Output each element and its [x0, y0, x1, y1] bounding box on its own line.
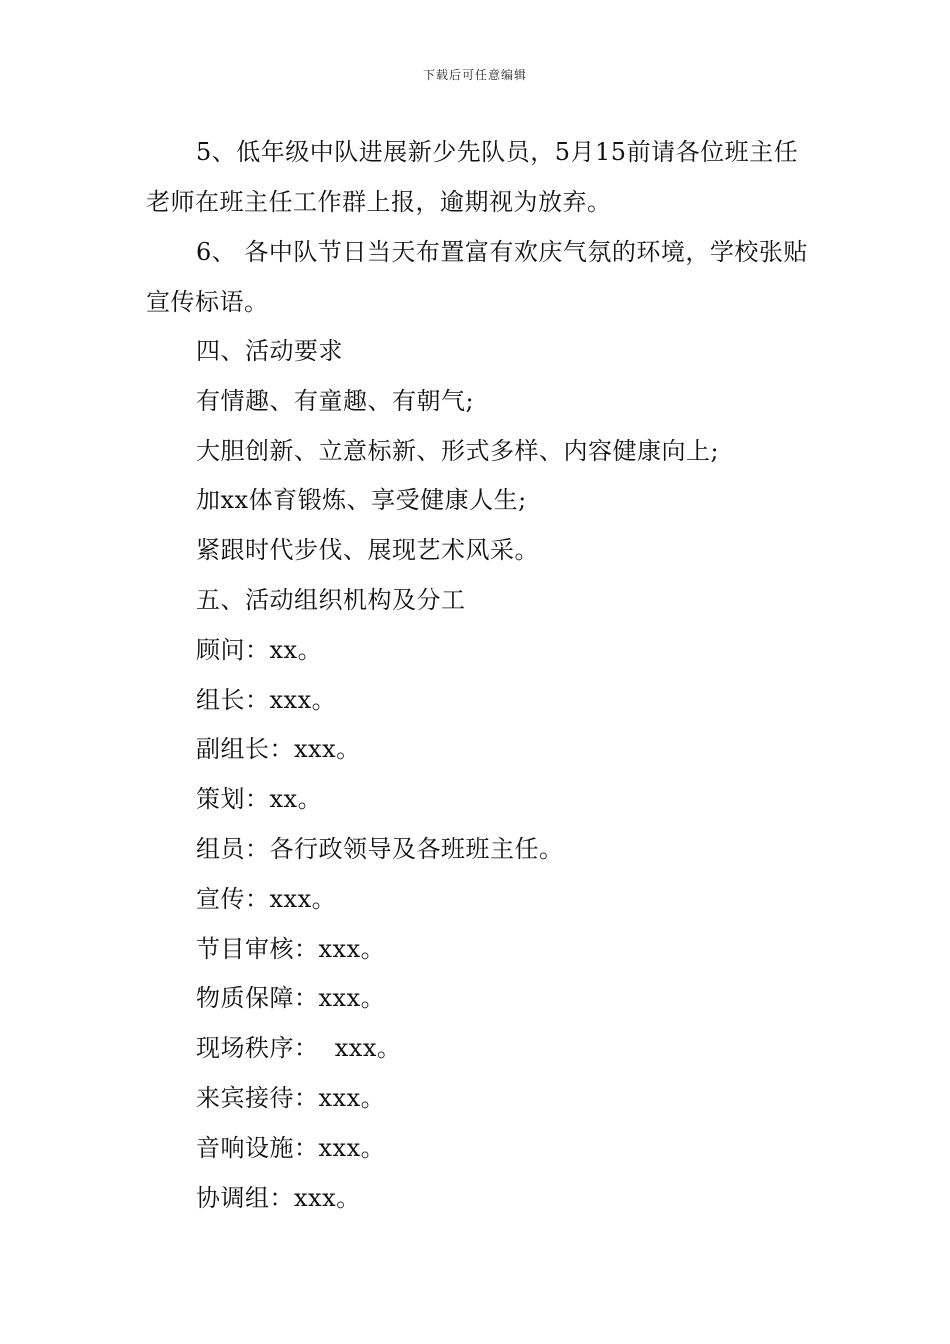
paragraph-item-6: 6、 各中队节日当天布置富有欢庆气氛的环境，学校张贴宣传标语。	[146, 238, 808, 316]
role-line-guest-reception: 来宾接待：xxx。	[196, 1083, 386, 1112]
role-line-site-order: 现场秩序： xxx。	[196, 1034, 402, 1063]
role-line-coordination: 协调组：xxx。	[196, 1183, 361, 1212]
requirement-line: 紧跟时代步伐、展现艺术风采。	[196, 536, 539, 565]
document-body	[146, 127, 811, 1223]
role-line-deputy-leader: 副组长：xxx。	[196, 735, 361, 764]
role-line-members: 组员：各行政领导及各班班主任。	[196, 834, 564, 863]
requirement-line: 有情趣、有童趣、有朝气;	[196, 386, 475, 415]
role-line-material-support: 物质保障：xxx。	[196, 984, 386, 1013]
paragraph-item-5: 5、低年级中队进展新少先队员，5月15前请各位班主任老师在班主任工作群上报，逾期视为放弃。	[146, 138, 799, 216]
page-header-note: 下载后可任意编辑	[422, 68, 527, 82]
role-line-program-review: 节目审核：xxx。	[196, 934, 386, 963]
section-heading-organization: 五、活动组织机构及分工	[196, 585, 466, 614]
requirement-line: 加xx体育锻炼、享受健康人生;	[196, 486, 527, 515]
requirement-line: 大胆创新、立意标新、形式多样、内容健康向上;	[196, 436, 720, 465]
role-line-planning: 策划：xx。	[196, 785, 323, 814]
role-line-publicity: 宣传：xxx。	[196, 884, 337, 913]
section-heading-requirements: 四、活动要求	[196, 337, 343, 365]
role-line-audio-equipment: 音响设施：xxx。	[196, 1133, 386, 1162]
role-line-advisor: 顾问：xx。	[196, 635, 323, 664]
role-line-leader: 组长：xxx。	[196, 685, 337, 714]
